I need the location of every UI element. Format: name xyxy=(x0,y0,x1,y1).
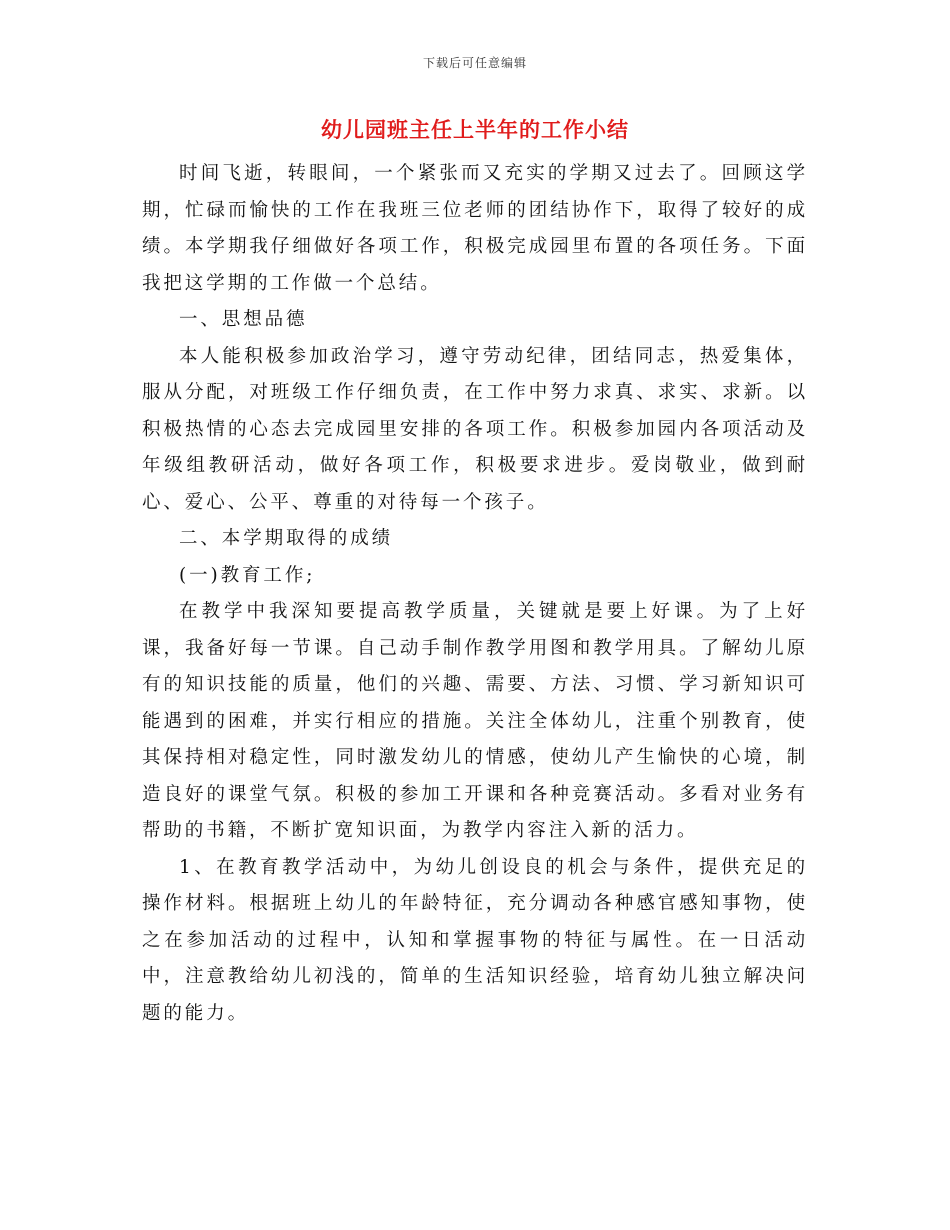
paragraph-teaching: 在教学中我深知要提高教学质量，关键就是要上好课。为了上好课，我备好每一节课。自己动手制作教学用图和教学用具。了解幼儿原有的知识技能的质量，他们的兴趣、需要、方法、习惯、学习新知识可能遇到的困难，并实行相应的措施。关注全体幼儿，注重个别教育，使其保持相对稳定性，同时激发幼儿的情感，使幼儿产生愉快的心境，制造良好的课堂气氛。积极的参加工开课和各种竞赛活动。多看对业务有帮助的书籍，不断扩宽知识面，为教学内容注入新的活力。 xyxy=(142,601,808,841)
header-note: 下载后可任意编辑 xyxy=(422,56,527,70)
subsection-heading-education: (一)教育工作; xyxy=(179,564,316,586)
section-heading-achievements: 二、本学期取得的成绩 xyxy=(179,528,394,549)
document-body xyxy=(142,156,808,1032)
paragraph-item-1: 1、在教育教学活动中，为幼儿创设良的机会与条件，提供充足的操作材料。根据班上幼儿的年龄特征，充分调动各种感官感知事物，使之在参加活动的过程中，认知和掌握事物的特征与属性。在一日活动中，注意教给幼儿初浅的，简单的生活知识经验，培育幼儿独立解决问题的能力。 xyxy=(142,856,808,1024)
document-title: 幼儿园班主任上半年的工作小结 xyxy=(321,117,629,142)
paragraph-ideology: 本人能积极参加政治学习，遵守劳动纪律，团结同志，热爱集体，服从分配，对班级工作仔细负责，在工作中努力求真、求实、求新。以积极热情的心态去完成园里安排的各项工作。积极参加园内各项活动及年级组教研活动，做好各项工作，积极要求进步。爱岗敬业，做到耐心、爱心、公平、尊重的对待每一个孩子。 xyxy=(142,345,808,513)
section-heading-ideology: 一、思想品德 xyxy=(179,309,308,330)
paragraph-intro: 时间飞逝，转眼间，一个紧张而又充实的学期又过去了。回顾这学期，忙碌而愉快的工作在我班三位老师的团结协作下，取得了较好的成绩。本学期我仔细做好各项工作，积极完成园里布置的各项任务。下面我把这学期的工作做一个总结。 xyxy=(142,163,808,294)
